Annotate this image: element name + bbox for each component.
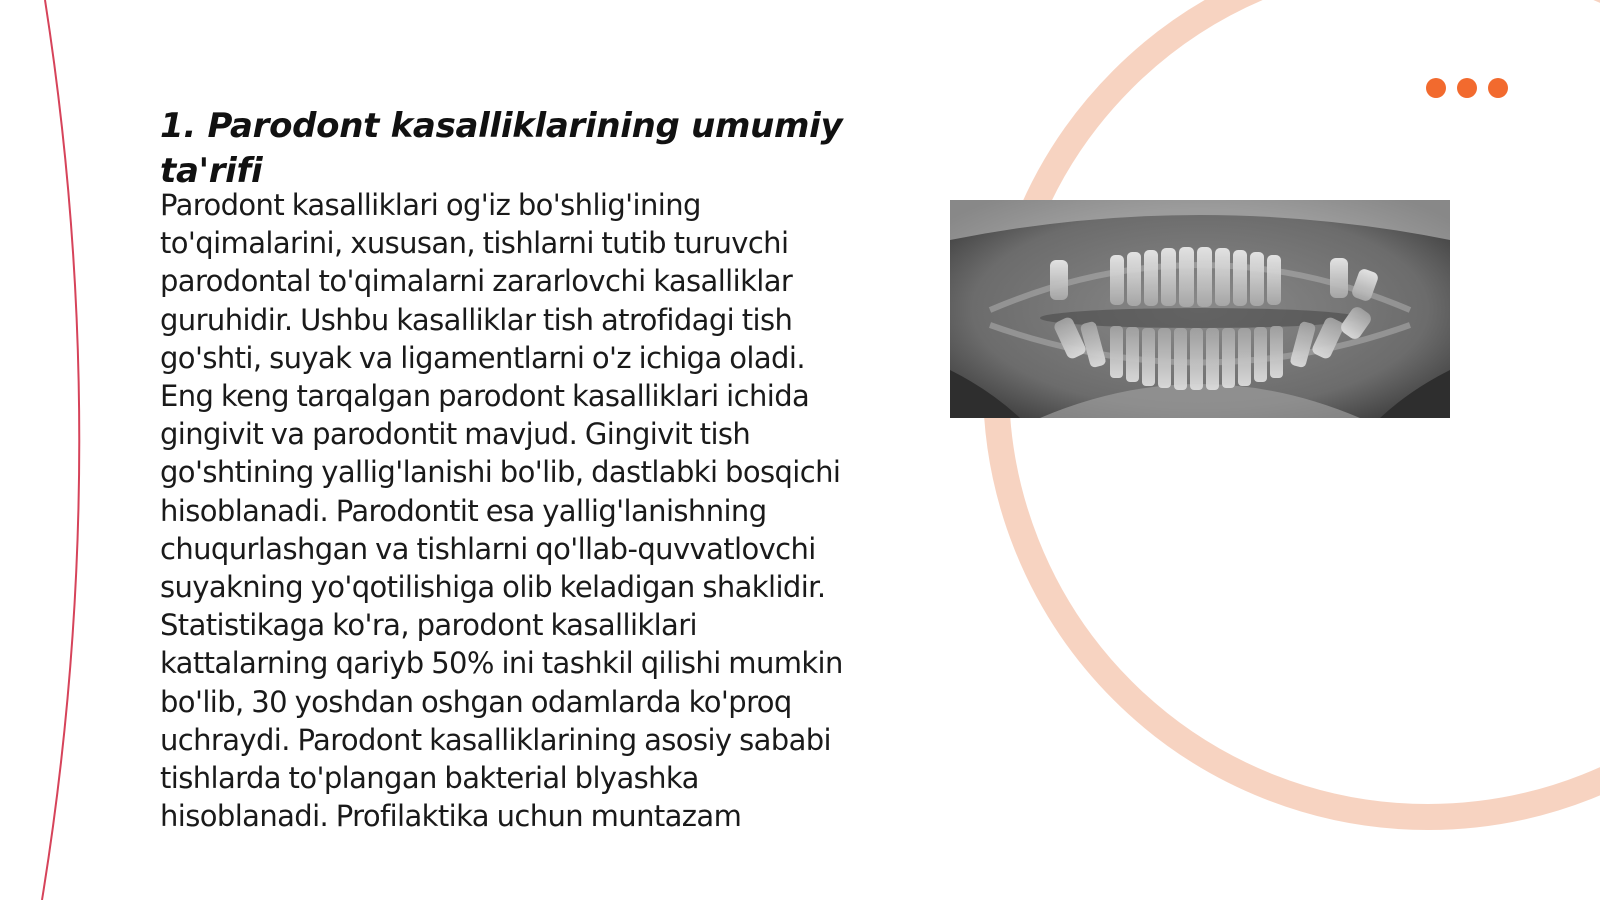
dental-xray-image — [950, 200, 1450, 418]
slide-heading: 1. Parodont kasalliklarining umumiy ta'rifi — [160, 106, 843, 191]
dot-icon — [1457, 78, 1477, 98]
dot-icon — [1426, 78, 1446, 98]
slide-body-text: Parodont kasalliklari og'iz bo'shlig'ining to'qimalarini, xususan, tishlarni tutib turuvchi parodontal to'qimalarni zararlovchi kasalliklar guruhidir. Ushbu kasalliklar tish atrofidagi tish go'shti, suyak va ligamentlarni o'z ichiga oladi. Eng keng tarqalgan parodont kasalliklari ichida gingivit va parodontit mavjud. Gingivit tish go'shtining yallig'lanishi bo'lib, dastlabki bosqichi hisoblanadi. Parodontit esa yallig'lanishning chuqurlashgan va tishlarni qo'llab-quvvatlovchi suyakning yo'qotilishiga olib keladigan shaklidir. Statistikaga ko'ra, parodont kasalliklari kattalarning qariyb 50% ini tashkil qilishi mumkin bo'lib, 30 yoshdan oshgan odamlarda ko'proq uchraydi. Parodont kasalliklarining asosiy sababi tishlarda to'plangan bakterial blyashka hisoblanadi. Profilaktika uchun muntazam — [160, 188, 843, 834]
xray-illustration — [950, 200, 1450, 418]
dot-icon — [1488, 78, 1508, 98]
menu-dots — [1426, 78, 1508, 98]
